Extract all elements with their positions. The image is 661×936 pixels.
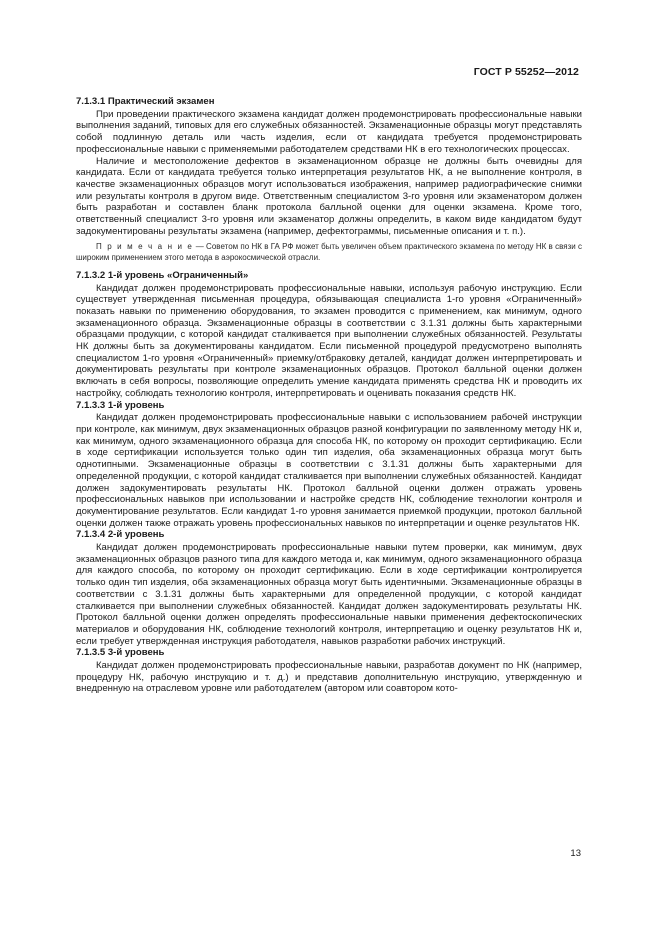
section-7-1-3-3	[76, 400, 582, 530]
section-7-1-3-4	[76, 529, 582, 647]
section-heading: 7.1.3.5 3-й уровень	[76, 647, 165, 659]
page-number: 13	[570, 848, 581, 859]
note-text: — Советом по НК в ГА РФ может быть увеличен объем практического экзамена по методу НК в связи с широким применением этого метода в аэрокосмической отрасли.	[76, 242, 582, 262]
section-7-1-3-2	[76, 270, 582, 400]
section-heading: 7.1.3.4 2-й уровень	[76, 529, 165, 541]
paragraph: Наличие и местоположение дефектов в экзаменационном образце не должны быть очевидны для кандидата. Если от кандидата требуется только интерпретация результатов НК, а не выполнение контроля, в качестве экзаменационных образцов могут использоваться изображения, например радиографические снимки или результаты контроля в другом виде. Ответственным специалистом 3-го уровня или экзаменатором должен быть разработан и составлен бланк протокола балльной оценки для оценки экзамена. Кроме того, ответственный специалист 3-го уровня или экзаменатор должны определить, в каком виде кандидатом будут задокументированы результаты экзамена (например, дефектограммы, письменные описания и т. п.).	[76, 155, 582, 237]
note-label: П р и м е ч а н и е	[96, 242, 194, 252]
paragraph: Кандидат должен продемонстрировать профессиональные навыки путем проверки, как минимум, двух экзаменационных образцов разного типа для каждого метода и, как минимум, одного экзаменационного образца для каждого способа, по которому он проходит сертификацию. Если в ходе сертификации контролируется только один тип изделия, оба экзаменационных образца могут быть идентичными. Экзаменационные образцы в соответствии с 3.1.31 должны быть характерными для определенной продукции, с которой кандидат сталкивается при выполнении служебных обязанностей. Кандидат должен задокументировать результаты НК. Протокол балльной оценки должен определять профессиональные навыки применения дефектоскопических материалов и оборудования НК, соблюдение технологий контроля, интерпретацию и оценку результатов НК и, если требует утвержденная инструкция работодателя, навыков разработки рабочих инструкций.	[76, 542, 582, 647]
page-body	[76, 96, 582, 695]
section-heading: 7.1.3.3 1-й уровень	[76, 399, 165, 411]
paragraph: При проведении практического экзамена кандидат должен продемонстрировать профессиональные навыки выполнения заданий, типовых для его служебных обязанностей. Экзаменационные образцы могут представлять собой подлинную деталь или часть изделия, если от кандидата требуется продемонстрировать профессиональные навыки с применяемыми работодателем средствами НК в его технологических процессах.	[76, 108, 582, 155]
paragraph: Кандидат должен продемонстрировать профессиональные навыки с использованием рабочей инструкции при контроле, как минимум, двух экзаменационных образцов разной конфигурации по заявленному методу НК и, как минимум, одного экзаменационного образца для способа НК, по которому он проходит сертификацию. Если в ходе сертификации используется только один тип изделия, оба экзаменационных образца могут быть однотипными. Экзаменационные образцы в соответствии с 3.1.31 должны быть характерными для определенной продукции, с которой кандидат сталкивается при выполнении служебных обязанностей. Кандидат должен задокументировать результаты НК. Протокол балльной оценки должен отражать уровень профессиональных навыков при использовании и настройке средств НК, соблюдение технологии контроля и документирование результатов. Если кандидат 1-го уровня занимается приемкой продукции, протокол балльной оценки должен также отражать уровень профессиональных навыков по интерпретации и оценке результатов НК.	[76, 412, 582, 529]
section-7-1-3-5	[76, 647, 582, 695]
section-7-1-3-1	[76, 96, 582, 263]
note	[76, 242, 582, 262]
document-id-header: ГОСТ Р 55252—2012	[473, 66, 579, 78]
section-heading: 7.1.3.2 1-й уровень «Ограниченный»	[76, 269, 249, 281]
paragraph: Кандидат должен продемонстрировать профессиональные навыки, используя рабочую инструкцию. Если существует утвержденная письменная процедура, обязывающая специалиста 1-го уровня «Ограниченный» показать навыки по применению оборудования, то экзамен проводится с применением, как минимум, одного экзаменационного образца. Экзаменационные образцы в соответствии с 3.1.31 должны быть характерными образцами продукции, с которой кандидат сталкивается при выполнении служебных обязанностей. Результаты НК должны быть за документированы кандидатом. Если письменной процедурой предусмотрено выполнять специалистом 1-го уровня «Ограниченный» приемку/отбраковку деталей, кандидат должен интерпретировать и документировать результаты при контроле экзаменационных образцов. Протокол балльной оценки должен включать в себя вопросы, позволяющие определить умение кандидата применять средства НК и проводить их настройку, соблюдать технологию контроля, интерпретировать и оценивать показания средств НК.	[76, 282, 582, 399]
section-heading: 7.1.3.1 Практический экзамен	[76, 96, 215, 107]
paragraph: Кандидат должен продемонстрировать профессиональные навыки, разработав документ по НК (например, процедуру НК, рабочую инструкцию и т. д.) и представив дополнительную инструкцию, утвержденную и внедренную на отраслевом уровне или работодателем (автором или соавтором кото-	[76, 660, 582, 695]
